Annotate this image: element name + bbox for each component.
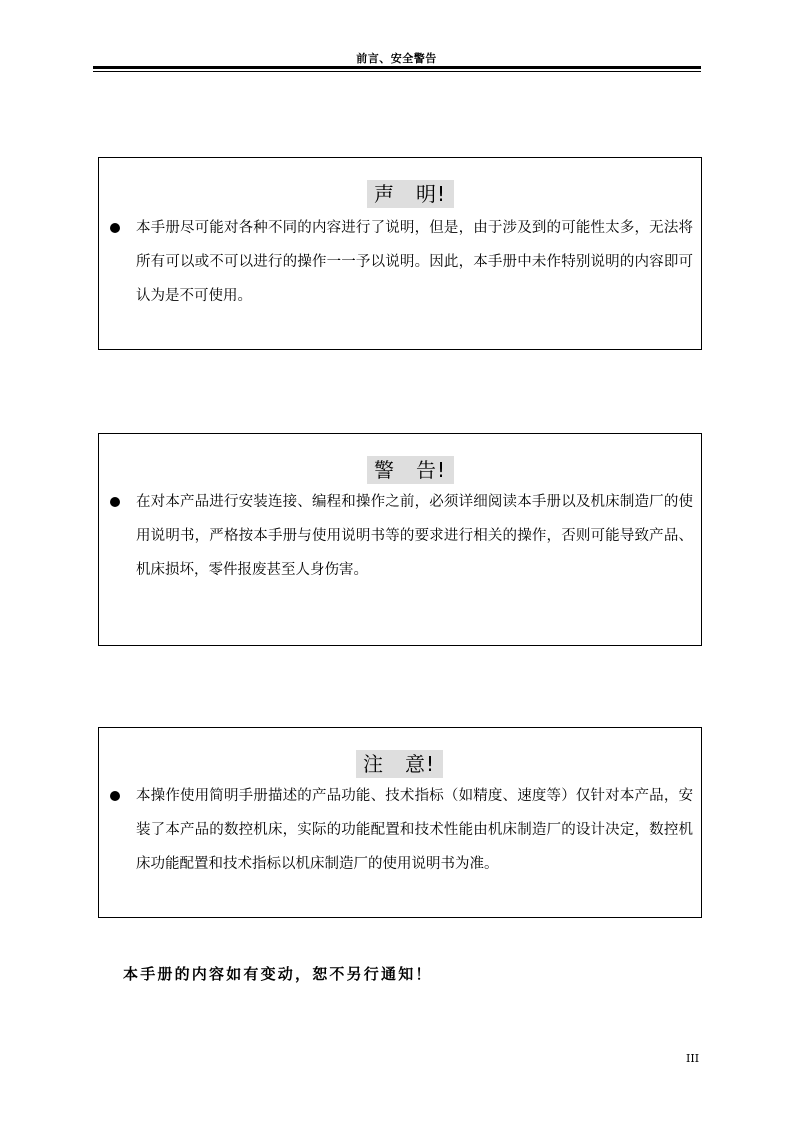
page-header-title: 前言、安全警告 — [356, 52, 437, 65]
warning-text: 在对本产品进行安装连接、编程和操作之前，必须详细阅读本手册以及机床制造厂的使用说明书，严格按本手册与使用说明书等的要求进行相关的操作，否则可能导致产品、机床损坏，零件报废甚至人身伤害。 — [136, 494, 693, 578]
change-notice: 本手册的内容如有变动，恕不另行通知！ — [123, 965, 433, 983]
caution-title: 注 意! — [356, 750, 443, 778]
page-number: III — [686, 1052, 700, 1065]
header-rule-thick — [93, 66, 701, 69]
bullet-icon — [110, 791, 120, 801]
caution-box — [98, 727, 702, 918]
declaration-text: 本手册尽可能对各种不同的内容进行了说明，但是，由于涉及到的可能性太多，无法将所有可以或不可以进行的操作一一予以说明。因此，本手册中未作特别说明的内容即可认为是不可使用。 — [136, 220, 693, 304]
bullet-icon — [110, 223, 120, 233]
bullet-icon — [110, 497, 120, 507]
declaration-title: 声 明! — [367, 180, 454, 208]
header-rule-thin — [93, 71, 701, 72]
caution-text: 本操作使用简明手册描述的产品功能、技术指标（如精度、速度等）仅针对本产品，安装了本产品的数控机床，实际的功能配置和技术性能由机床制造厂的设计决定，数控机床功能配置和技术指标以机床制造厂的使用说明书为准。 — [136, 788, 693, 872]
warning-box — [98, 433, 702, 646]
declaration-box — [98, 157, 702, 350]
warning-title: 警 告! — [367, 456, 454, 484]
